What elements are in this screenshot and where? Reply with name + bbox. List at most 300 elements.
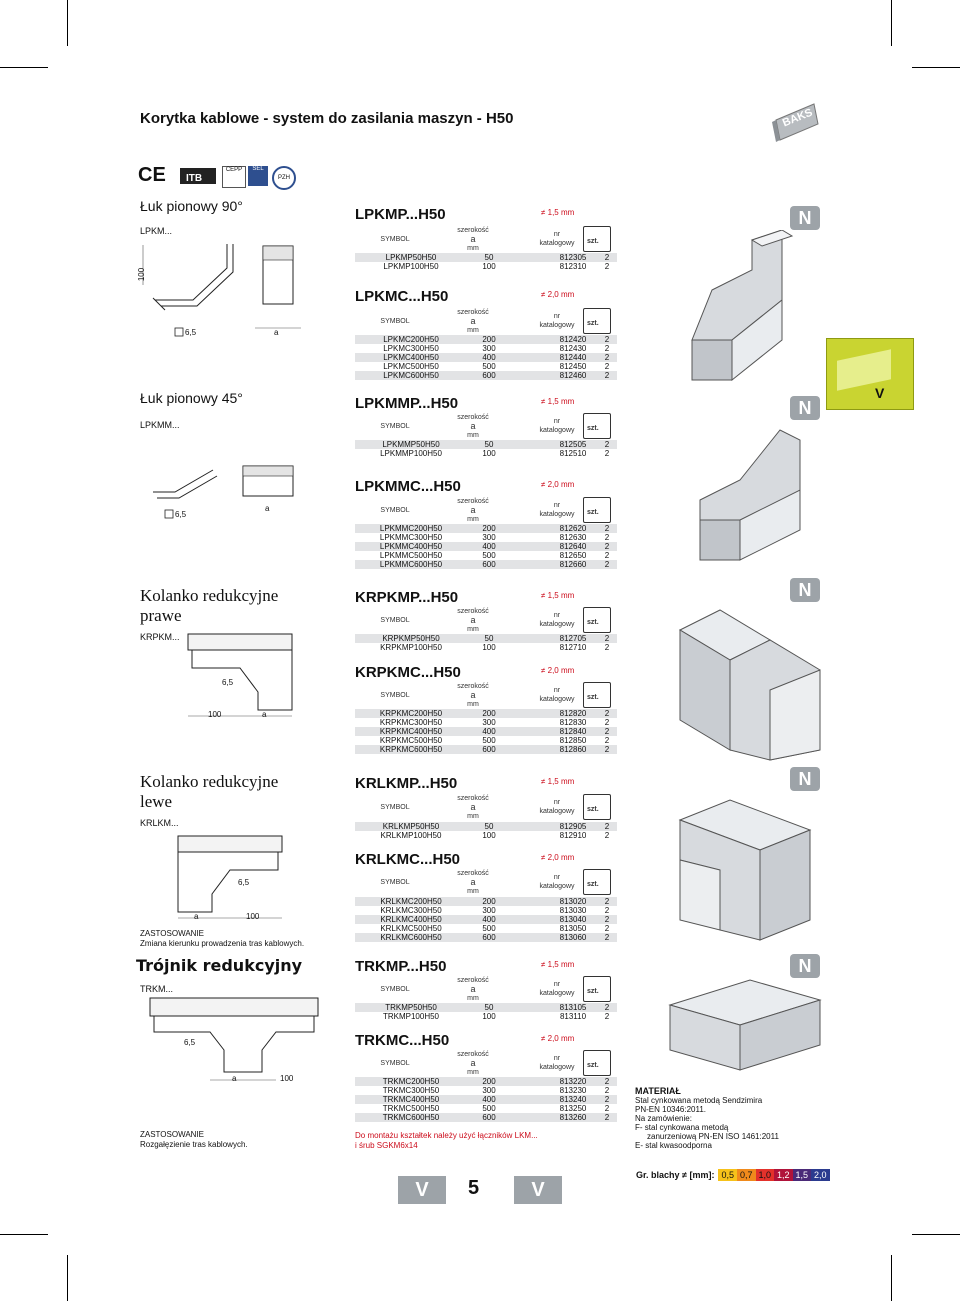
catalog-cell: 812820 bbox=[549, 709, 597, 718]
spacer-cell bbox=[511, 1012, 549, 1021]
col-symbol: SYMBOL bbox=[380, 986, 410, 993]
col-width: szerokość a mm bbox=[457, 1051, 489, 1076]
symbol-cell: KRLKMC500H50 bbox=[380, 924, 442, 933]
qty-cell: 2 bbox=[597, 1077, 617, 1086]
spacer-cell bbox=[511, 1113, 549, 1122]
spacer-cell bbox=[511, 253, 549, 262]
symbol-cell: KRLKMC200H50 bbox=[355, 897, 467, 906]
spacer-cell bbox=[511, 1086, 549, 1095]
col-symbol: SYMBOL bbox=[380, 1060, 410, 1067]
technical-drawing bbox=[140, 990, 330, 1090]
col-symbol: SYMBOL bbox=[380, 879, 410, 886]
thickness-label: ≠ 2,0 mm bbox=[541, 853, 575, 862]
symbol-cell: TRKMC300H50 bbox=[382, 1086, 440, 1095]
spacer-cell bbox=[511, 362, 549, 371]
col-symbol: SYMBOL bbox=[380, 692, 410, 699]
product-group bbox=[355, 958, 615, 975]
col-width: szerokość a mm bbox=[457, 870, 489, 895]
symbol-cell: LPKMMC600H50 bbox=[355, 560, 467, 569]
side-tab-letter: V bbox=[875, 385, 885, 401]
col-symbol: SYMBOL bbox=[380, 423, 410, 430]
width-cell: 400 bbox=[467, 727, 511, 736]
table-row bbox=[355, 262, 617, 271]
technical-drawing bbox=[170, 830, 320, 925]
thickness-label: ≠ 1,5 mm bbox=[541, 208, 575, 217]
col-width: szerokość a mm bbox=[457, 414, 489, 439]
width-cell: 600 bbox=[467, 560, 511, 569]
symbol-cell: KRPKMC600H50 bbox=[355, 745, 467, 754]
group-title: LPKMP...H50 bbox=[355, 206, 446, 223]
sel-label: SEL bbox=[252, 166, 264, 172]
thickness-legend bbox=[636, 1168, 830, 1182]
usage-text: Rozgałęzienie tras kablowych. bbox=[140, 1140, 248, 1149]
box-icon: szt. bbox=[583, 1050, 611, 1076]
symbol-cell: LPKMMP100H50 bbox=[380, 449, 442, 458]
dim-label: 100 bbox=[137, 267, 147, 282]
product-group bbox=[355, 478, 615, 495]
table-row bbox=[355, 924, 617, 933]
width-cell: 100 bbox=[482, 449, 496, 458]
table-header bbox=[355, 607, 617, 633]
section-title: Łuk pionowy 90° bbox=[140, 198, 243, 214]
catalog-cell: 812830 bbox=[559, 718, 587, 727]
side-tab bbox=[826, 338, 914, 410]
table-row bbox=[355, 1003, 617, 1012]
itb-label: ITB bbox=[186, 173, 203, 184]
catalog-cell: 813230 bbox=[559, 1086, 587, 1095]
dim-label: 6,5 bbox=[184, 1038, 196, 1047]
table-row bbox=[355, 551, 617, 560]
table-row bbox=[355, 915, 617, 924]
qty-cell: 2 bbox=[604, 1104, 610, 1113]
table-row bbox=[355, 1086, 617, 1095]
catalog-cell: 812860 bbox=[549, 745, 597, 754]
width-cell: 100 bbox=[482, 1012, 496, 1021]
footer-tab-right: V bbox=[514, 1176, 562, 1204]
qty-cell: 2 bbox=[604, 344, 610, 353]
catalog-cell: 813020 bbox=[549, 897, 597, 906]
product-table bbox=[355, 897, 617, 942]
n-badge: N bbox=[790, 767, 820, 791]
table-header bbox=[355, 413, 617, 439]
group-title: KRPKMP...H50 bbox=[355, 589, 459, 606]
width-cell: 200 bbox=[467, 1077, 511, 1086]
width-cell: 600 bbox=[467, 933, 511, 942]
qty-cell: 2 bbox=[597, 253, 617, 262]
col-catalog: nr katalogowy bbox=[539, 799, 575, 815]
pzh-label: PZH bbox=[278, 175, 290, 181]
catalog-cell: 812905 bbox=[549, 822, 597, 831]
thickness-label: ≠ 1,5 mm bbox=[541, 591, 575, 600]
symbol-cell: KRPKMC300H50 bbox=[379, 718, 443, 727]
table-header bbox=[355, 226, 617, 252]
dim-label: 6,5 bbox=[175, 510, 187, 519]
symbol-cell: LPKMC400H50 bbox=[355, 353, 467, 362]
product-image bbox=[660, 790, 830, 950]
col-catalog: nr katalogowy bbox=[539, 612, 575, 628]
width-cell: 50 bbox=[467, 253, 511, 262]
thickness-label: ≠ 1,5 mm bbox=[541, 960, 575, 969]
width-cell: 300 bbox=[482, 533, 496, 542]
spacer-cell bbox=[511, 736, 549, 745]
product-table bbox=[355, 1077, 617, 1122]
qty-cell: 2 bbox=[597, 727, 617, 736]
spacer-cell bbox=[511, 335, 549, 344]
width-cell: 400 bbox=[467, 915, 511, 924]
table-row bbox=[355, 709, 617, 718]
qty-cell: 2 bbox=[604, 449, 610, 458]
table-row bbox=[355, 362, 617, 371]
symbol-cell: LPKMMC400H50 bbox=[355, 542, 467, 551]
symbol-cell: LPKMC300H50 bbox=[383, 344, 439, 353]
symbol-cell: KRLKMC400H50 bbox=[355, 915, 467, 924]
width-cell: 50 bbox=[467, 634, 511, 643]
symbol-cell: TRKMP50H50 bbox=[355, 1003, 467, 1012]
spacer-cell bbox=[511, 915, 549, 924]
col-catalog: nr katalogowy bbox=[539, 874, 575, 890]
catalog-cell: 813060 bbox=[549, 933, 597, 942]
dim-label: 6,5 bbox=[238, 878, 250, 887]
thickness-chip: 0,5 bbox=[718, 1169, 737, 1181]
col-width: szerokość a mm bbox=[457, 977, 489, 1002]
table-header bbox=[355, 682, 617, 708]
product-table bbox=[355, 1003, 617, 1021]
symbol-cell: KRLKMP50H50 bbox=[355, 822, 467, 831]
group-title: TRKMC...H50 bbox=[355, 1032, 450, 1049]
qty-cell: 2 bbox=[597, 1003, 617, 1012]
col-width: szerokość a mm bbox=[457, 795, 489, 820]
table-row bbox=[355, 1012, 617, 1021]
table-header bbox=[355, 976, 617, 1002]
catalog-cell: 813220 bbox=[549, 1077, 597, 1086]
table-row bbox=[355, 440, 617, 449]
width-cell: 400 bbox=[467, 542, 511, 551]
catalog-cell: 813105 bbox=[549, 1003, 597, 1012]
col-catalog: nr katalogowy bbox=[539, 687, 575, 703]
symbol-cell: KRLKMC600H50 bbox=[355, 933, 467, 942]
itb-mark bbox=[180, 168, 216, 184]
group-title: LPKMMP...H50 bbox=[355, 395, 459, 412]
col-symbol: SYMBOL bbox=[380, 507, 410, 514]
catalog-cell: 813030 bbox=[559, 906, 587, 915]
section-prefix: LPKM... bbox=[140, 226, 173, 236]
width-cell: 300 bbox=[482, 344, 496, 353]
brand-logo bbox=[770, 100, 820, 144]
table-row bbox=[355, 533, 617, 542]
spacer-cell bbox=[511, 1104, 549, 1113]
symbol-cell: KRPKMC500H50 bbox=[379, 736, 443, 745]
symbol-cell: LPKMMC500H50 bbox=[379, 551, 443, 560]
qty-cell: 2 bbox=[597, 745, 617, 754]
section-title: Łuk pionowy 45° bbox=[140, 390, 243, 406]
table-header bbox=[355, 308, 617, 334]
page-number: 5 bbox=[468, 1177, 480, 1199]
symbol-cell: KRPKMP100H50 bbox=[380, 643, 442, 652]
table-row bbox=[355, 727, 617, 736]
symbol-cell: KRLKMC300H50 bbox=[380, 906, 442, 915]
catalog-cell: 813110 bbox=[559, 1012, 587, 1021]
technical-drawing bbox=[135, 240, 345, 340]
product-table bbox=[355, 440, 617, 458]
symbol-cell: KRPKMP50H50 bbox=[355, 634, 467, 643]
width-cell: 200 bbox=[467, 897, 511, 906]
qty-cell: 2 bbox=[604, 736, 610, 745]
symbol-cell: TRKMC600H50 bbox=[355, 1113, 467, 1122]
thickness-label: ≠ 2,0 mm bbox=[541, 290, 575, 299]
width-cell: 100 bbox=[482, 643, 496, 652]
catalog-cell: 812710 bbox=[559, 643, 587, 652]
thickness-label: ≠ 2,0 mm bbox=[541, 480, 575, 489]
catalog-cell: 812910 bbox=[559, 831, 587, 840]
group-title: KRPKMC...H50 bbox=[355, 664, 461, 681]
box-icon: szt. bbox=[583, 682, 611, 708]
table-row bbox=[355, 1077, 617, 1086]
width-cell: 400 bbox=[467, 1095, 511, 1104]
qty-cell: 2 bbox=[604, 1086, 610, 1095]
product-group bbox=[355, 288, 615, 305]
spacer-cell bbox=[511, 634, 549, 643]
catalog-cell: 812430 bbox=[559, 344, 587, 353]
thickness-label: ≠ 1,5 mm bbox=[541, 777, 575, 786]
product-image bbox=[660, 600, 830, 770]
catalog-cell: 812305 bbox=[549, 253, 597, 262]
box-icon: szt. bbox=[583, 497, 611, 523]
catalog-cell: 813050 bbox=[559, 924, 587, 933]
table-row bbox=[355, 542, 617, 551]
spacer-cell bbox=[511, 1077, 549, 1086]
table-row bbox=[355, 745, 617, 754]
dim-label: a bbox=[232, 1074, 237, 1083]
col-symbol: SYMBOL bbox=[380, 617, 410, 624]
symbol-cell: LPKMC200H50 bbox=[355, 335, 467, 344]
col-catalog: nr katalogowy bbox=[539, 1055, 575, 1071]
width-cell: 600 bbox=[467, 745, 511, 754]
col-symbol: SYMBOL bbox=[380, 236, 410, 243]
table-row bbox=[355, 822, 617, 831]
spacer-cell bbox=[511, 897, 549, 906]
group-title: KRLKMP...H50 bbox=[355, 775, 458, 792]
qty-cell: 2 bbox=[604, 362, 610, 371]
catalog-cell: 812840 bbox=[549, 727, 597, 736]
table-row bbox=[355, 643, 617, 652]
qty-cell: 2 bbox=[604, 533, 610, 542]
width-cell: 500 bbox=[482, 551, 496, 560]
width-cell: 600 bbox=[467, 371, 511, 380]
spacer-cell bbox=[511, 709, 549, 718]
width-cell: 100 bbox=[482, 262, 496, 271]
box-icon: szt. bbox=[583, 226, 611, 252]
n-badge: N bbox=[790, 396, 820, 420]
product-group bbox=[355, 775, 615, 792]
qty-cell: 2 bbox=[597, 353, 617, 362]
n-badge: N bbox=[790, 206, 820, 230]
col-symbol: SYMBOL bbox=[380, 804, 410, 811]
crop-mark bbox=[67, 1255, 68, 1301]
table-row bbox=[355, 897, 617, 906]
qty-cell: 2 bbox=[597, 524, 617, 533]
col-width: szerokość a mm bbox=[457, 227, 489, 252]
symbol-cell: TRKMC400H50 bbox=[355, 1095, 467, 1104]
qty-cell: 2 bbox=[604, 831, 610, 840]
qty-cell: 2 bbox=[597, 933, 617, 942]
technical-drawing bbox=[135, 460, 345, 520]
symbol-cell: LPKMC600H50 bbox=[355, 371, 467, 380]
dim-label: a bbox=[194, 912, 199, 921]
width-cell: 50 bbox=[467, 1003, 511, 1012]
product-group bbox=[355, 395, 615, 412]
thickness-label: ≠ 1,5 mm bbox=[541, 397, 575, 406]
footer-tab-left: V bbox=[398, 1176, 446, 1204]
catalog-cell: 812510 bbox=[559, 449, 587, 458]
catalog-cell: 812505 bbox=[549, 440, 597, 449]
usage-label: ZASTOSOWANIE bbox=[140, 1130, 205, 1139]
group-title: LPKMC...H50 bbox=[355, 288, 449, 305]
col-width: szerokość a mm bbox=[457, 683, 489, 708]
table-row bbox=[355, 449, 617, 458]
spacer-cell bbox=[511, 551, 549, 560]
cepp-label: CEPP bbox=[225, 167, 243, 173]
spacer-cell bbox=[511, 533, 549, 542]
catalog-cell: 812640 bbox=[549, 542, 597, 551]
spacer-cell bbox=[511, 440, 549, 449]
width-cell: 50 bbox=[467, 440, 511, 449]
qty-cell: 2 bbox=[597, 1113, 617, 1122]
table-header bbox=[355, 869, 617, 895]
crop-mark bbox=[912, 1234, 960, 1235]
dim-label: a bbox=[265, 504, 270, 513]
table-row bbox=[355, 1104, 617, 1113]
symbol-cell: TRKMC200H50 bbox=[355, 1077, 467, 1086]
catalog-cell: 812420 bbox=[549, 335, 597, 344]
table-row bbox=[355, 335, 617, 344]
spacer-cell bbox=[511, 745, 549, 754]
section-prefix: KRPKM... bbox=[140, 632, 180, 642]
product-table bbox=[355, 253, 617, 271]
group-title: KRLKMC...H50 bbox=[355, 851, 461, 868]
catalog-cell: 812850 bbox=[559, 736, 587, 745]
symbol-cell: LPKMC500H50 bbox=[383, 362, 439, 371]
spacer-cell bbox=[511, 906, 549, 915]
spacer-cell bbox=[511, 1003, 549, 1012]
width-cell: 200 bbox=[467, 335, 511, 344]
spacer-cell bbox=[511, 262, 549, 271]
catalog-cell: 813040 bbox=[549, 915, 597, 924]
symbol-cell: KRPKMC400H50 bbox=[355, 727, 467, 736]
box-icon: szt. bbox=[583, 607, 611, 633]
usage-label: ZASTOSOWANIE bbox=[140, 929, 205, 938]
table-row bbox=[355, 1095, 617, 1104]
spacer-cell bbox=[511, 344, 549, 353]
product-table bbox=[355, 822, 617, 840]
table-row bbox=[355, 736, 617, 745]
width-cell: 200 bbox=[467, 524, 511, 533]
table-row bbox=[355, 353, 617, 362]
dim-label: a bbox=[262, 710, 267, 719]
spacer-cell bbox=[511, 371, 549, 380]
width-cell: 600 bbox=[467, 1113, 511, 1122]
product-table bbox=[355, 335, 617, 380]
crop-mark bbox=[0, 67, 48, 68]
table-header bbox=[355, 1050, 617, 1076]
table-row bbox=[355, 718, 617, 727]
col-symbol: SYMBOL bbox=[380, 318, 410, 325]
symbol-cell: KRPKMC200H50 bbox=[355, 709, 467, 718]
section-prefix: KRLKM... bbox=[140, 818, 179, 828]
qty-cell: 2 bbox=[597, 1095, 617, 1104]
thickness-chip: 2,0 bbox=[811, 1169, 830, 1181]
product-table bbox=[355, 634, 617, 652]
dim-label: 100 bbox=[246, 912, 260, 921]
col-catalog: nr katalogowy bbox=[539, 502, 575, 518]
qty-cell: 2 bbox=[597, 897, 617, 906]
qty-cell: 2 bbox=[597, 915, 617, 924]
qty-cell: 2 bbox=[597, 709, 617, 718]
section-title: Kolanko redukcyjne lewe bbox=[140, 772, 279, 811]
symbol-cell: LPKMP100H50 bbox=[383, 262, 439, 271]
symbol-cell: TRKMC500H50 bbox=[382, 1104, 440, 1113]
table-header bbox=[355, 794, 617, 820]
thickness-chip: 1,0 bbox=[756, 1169, 775, 1181]
table-row bbox=[355, 1113, 617, 1122]
catalog-cell: 812630 bbox=[559, 533, 587, 542]
catalog-cell: 812450 bbox=[559, 362, 587, 371]
spacer-cell bbox=[511, 831, 549, 840]
col-width: szerokość a mm bbox=[457, 608, 489, 633]
catalog-cell: 812650 bbox=[559, 551, 587, 560]
catalog-cell: 812660 bbox=[549, 560, 597, 569]
col-width: szerokość a mm bbox=[457, 498, 489, 523]
width-cell: 50 bbox=[467, 822, 511, 831]
product-image bbox=[672, 230, 822, 390]
crop-mark bbox=[912, 67, 960, 68]
qty-cell: 2 bbox=[604, 643, 610, 652]
crop-mark bbox=[891, 0, 892, 46]
material-title: MATERIAŁ bbox=[635, 1086, 681, 1096]
table-header bbox=[355, 497, 617, 523]
width-cell: 200 bbox=[467, 709, 511, 718]
crop-mark bbox=[0, 1234, 48, 1235]
mounting-note: Do montażu kształtek należy użyć łączników LKM... i śrub SGKM6x14 bbox=[355, 1131, 538, 1150]
qty-cell: 2 bbox=[597, 822, 617, 831]
box-icon: szt. bbox=[583, 976, 611, 1002]
qty-cell: 2 bbox=[604, 551, 610, 560]
width-cell: 100 bbox=[482, 831, 496, 840]
spacer-cell bbox=[511, 822, 549, 831]
group-title: TRKMP...H50 bbox=[355, 958, 447, 975]
qty-cell: 2 bbox=[604, 262, 610, 271]
width-cell: 300 bbox=[482, 718, 496, 727]
box-icon: szt. bbox=[583, 869, 611, 895]
table-row bbox=[355, 253, 617, 262]
qty-cell: 2 bbox=[604, 906, 610, 915]
group-title: LPKMMC...H50 bbox=[355, 478, 461, 495]
pzh-mark bbox=[272, 166, 296, 190]
symbol-cell: LPKMMP50H50 bbox=[355, 440, 467, 449]
product-group bbox=[355, 664, 615, 681]
qty-cell: 2 bbox=[597, 440, 617, 449]
catalog-cell: 812440 bbox=[549, 353, 597, 362]
page-title: Korytka kablowe - system do zasilania maszyn - H50 bbox=[140, 110, 514, 127]
technical-drawing bbox=[170, 628, 320, 723]
symbol-cell: LPKMMC300H50 bbox=[379, 533, 443, 542]
width-cell: 500 bbox=[482, 924, 496, 933]
catalog-cell: 812310 bbox=[559, 262, 587, 271]
catalog-cell: 812705 bbox=[549, 634, 597, 643]
thickness-legend-label: Gr. blachy ≠ [mm]: bbox=[636, 1170, 715, 1180]
col-catalog: nr katalogowy bbox=[539, 231, 575, 247]
col-catalog: nr katalogowy bbox=[539, 981, 575, 997]
catalog-cell: 812460 bbox=[549, 371, 597, 380]
